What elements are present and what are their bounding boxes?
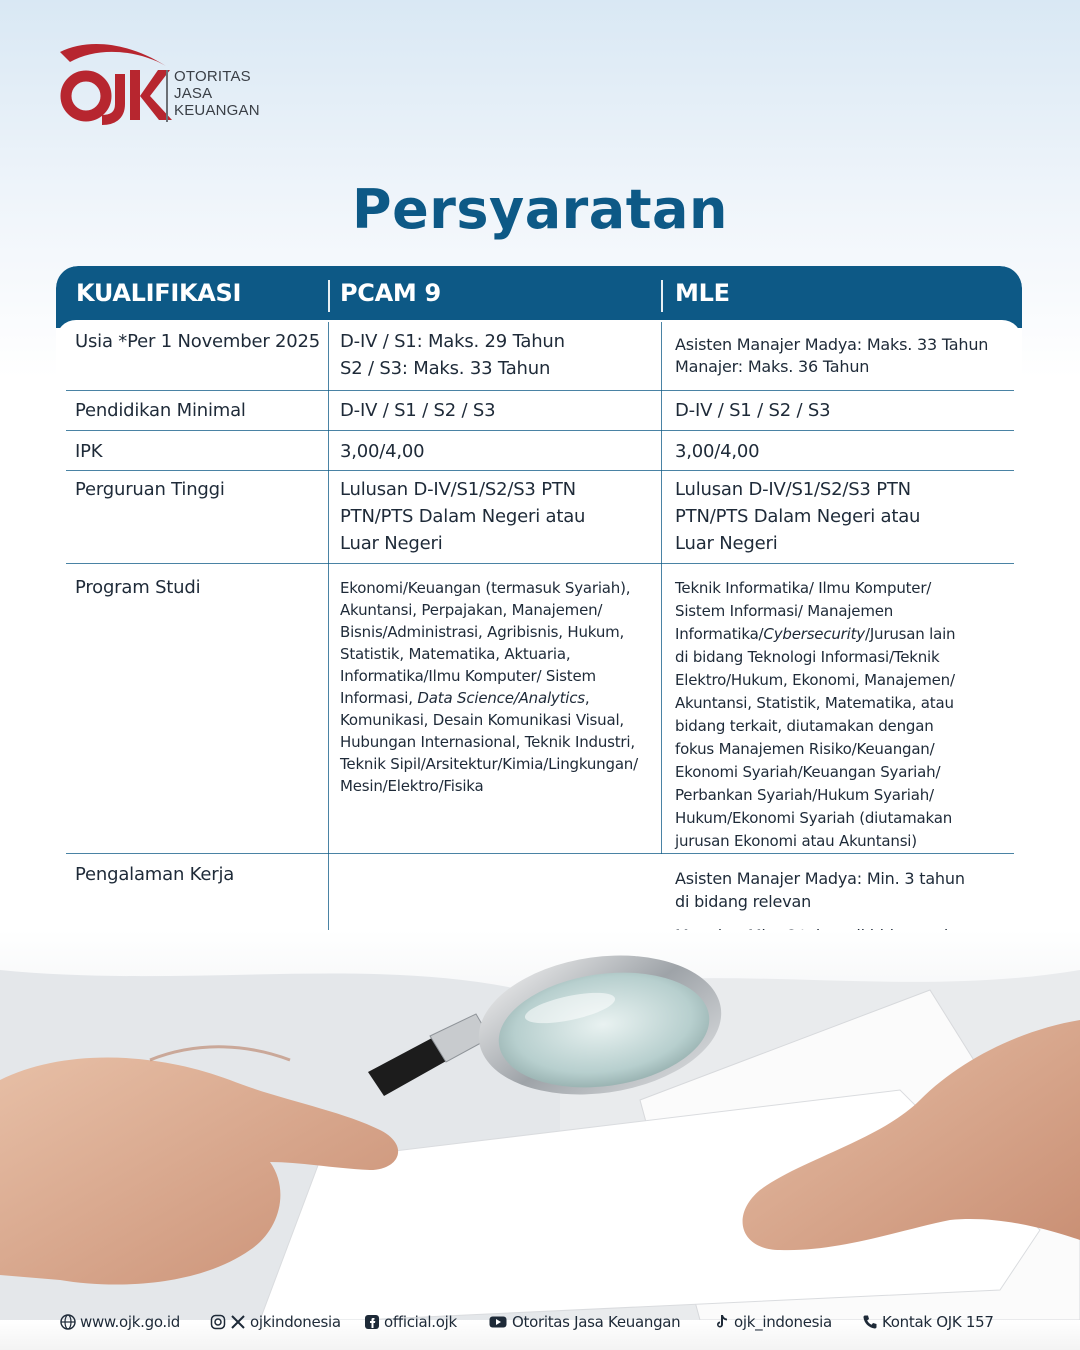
requirements-table [56, 266, 1022, 950]
mle-program-text: /Jurusan lain di bidang Teknologi Informasi/Teknik Elektro/Hukum, Ekonomi, Manajemen/ Akuntansi, Statistik, Matematika, atau bidang terkait, diutamakan dengan fokus Manajemen Risiko/Keuangan/ Ekonomi Syariah/Keuangan Syariah/ Perbankan Syariah/Hukum Syariah/ Hukum/Ekonomi Syariah (diutamakan jurusan Ekonomi atau Akuntansi) [675, 625, 956, 850]
footer-facebook-text: official.ojk [384, 1313, 457, 1331]
pcam-program-text: , Komunikasi, Desain Komunikasi Visual, Hubungan Internasional, Teknik Industri, Teknik Sipil/Arsitektur/Kimia/Lingkungan/ Mesin/Elektro/Fisika [340, 689, 638, 795]
footer-contact[interactable] [862, 1311, 994, 1333]
cell-mle-perguruan: Lulusan D-IV/S1/S2/S3 PTN PTN/PTS Dalam Negeri atau Luar Negeri [675, 479, 921, 554]
row-label-usia: Usia *Per 1 November 2025 [75, 331, 321, 352]
header-divider [328, 280, 330, 312]
cell-pcam-perguruan: Lulusan D-IV/S1/S2/S3 PTN PTN/PTS Dalam Negeri atau Luar Negeri [340, 479, 586, 554]
page-title: Persyaratan [352, 178, 728, 241]
header-mle: MLE [675, 279, 730, 307]
brand-name: OTORITAS JASA KEUANGAN [174, 68, 260, 119]
mle-program-text: Teknik Informatika/ Ilmu Komputer/ Sistem Informasi/ Manajemen Informatika/ [675, 579, 932, 643]
cell-pcam-pendidikan: D-IV / S1 / S2 / S3 [340, 400, 496, 421]
facebook-icon [364, 1314, 380, 1330]
column-divider [328, 322, 329, 950]
footer-instagram-text: ojkindonesia [250, 1313, 341, 1331]
footer-contact-text: Kontak OJK 157 [882, 1313, 994, 1331]
row-divider [66, 390, 1014, 391]
header-divider [661, 280, 663, 312]
cell-pcam-usia: D-IV / S1: Maks. 29 Tahun S2 / S3: Maks. 33 Tahun [340, 331, 565, 379]
cell-mle-usia: Asisten Manajer Madya: Maks. 33 Tahun Manajer: Maks. 36 Tahun [675, 335, 989, 376]
cell-mle-pendidikan: D-IV / S1 / S2 / S3 [675, 400, 831, 421]
x-icon [230, 1314, 246, 1330]
mle-program-emphasis: Cybersecurity [763, 625, 865, 643]
row-divider [66, 563, 1014, 564]
cell-pcam-program-studi [340, 577, 660, 797]
footer-tiktok-text: ojk_indonesia [734, 1313, 832, 1331]
footer-tiktok[interactable] [714, 1311, 832, 1333]
cell-mle-ipk: 3,00/4,00 [675, 441, 760, 462]
header-kualifikasi: KUALIFIKASI [76, 279, 242, 307]
row-label-program-studi: Program Studi [75, 577, 201, 598]
pcam-program-emphasis: Data Science/Analytics [417, 689, 585, 707]
phone-icon [862, 1314, 878, 1330]
footer-website[interactable] [60, 1311, 180, 1333]
magnifying-glass-illustration [0, 930, 1080, 1320]
cell-mle-pengalaman-1: Asisten Manajer Madya: Min. 3 tahun di bidang relevan [675, 869, 965, 911]
pcam-program-text: Ekonomi/Keuangan (termasuk Syariah), Akuntansi, Perpajakan, Manajemen/ Bisnis/Administrasi, Agribisnis, Hukum, Statistik, Matematika, Aktuaria, Informatika/Ilmu Komputer/ Sistem Informasi, [340, 579, 631, 707]
tiktok-icon [714, 1314, 730, 1330]
youtube-icon [488, 1314, 508, 1330]
row-divider [66, 430, 1014, 431]
footer-youtube-text: Otoritas Jasa Keuangan [512, 1313, 681, 1331]
footer-youtube[interactable] [488, 1311, 680, 1333]
table-header [56, 266, 1022, 328]
row-divider [66, 470, 1014, 471]
footer-facebook[interactable] [364, 1311, 457, 1333]
footer-website-text: www.ojk.go.id [80, 1313, 180, 1331]
cell-mle-program-studi [675, 577, 1015, 853]
row-label-ipk: IPK [75, 441, 103, 462]
globe-icon [60, 1314, 76, 1330]
header-pcam: PCAM 9 [340, 279, 441, 307]
row-label-perguruan: Perguruan Tinggi [75, 479, 225, 500]
column-divider [661, 322, 662, 854]
footer-instagram-x[interactable] [210, 1311, 341, 1333]
row-label-pengalaman: Pengalaman Kerja [75, 864, 235, 885]
cell-pcam-ipk: 3,00/4,00 [340, 441, 425, 462]
magnifier-photo [0, 930, 1080, 1320]
instagram-icon [210, 1314, 226, 1330]
row-label-pendidikan: Pendidikan Minimal [75, 400, 246, 421]
row-divider [66, 853, 1014, 854]
